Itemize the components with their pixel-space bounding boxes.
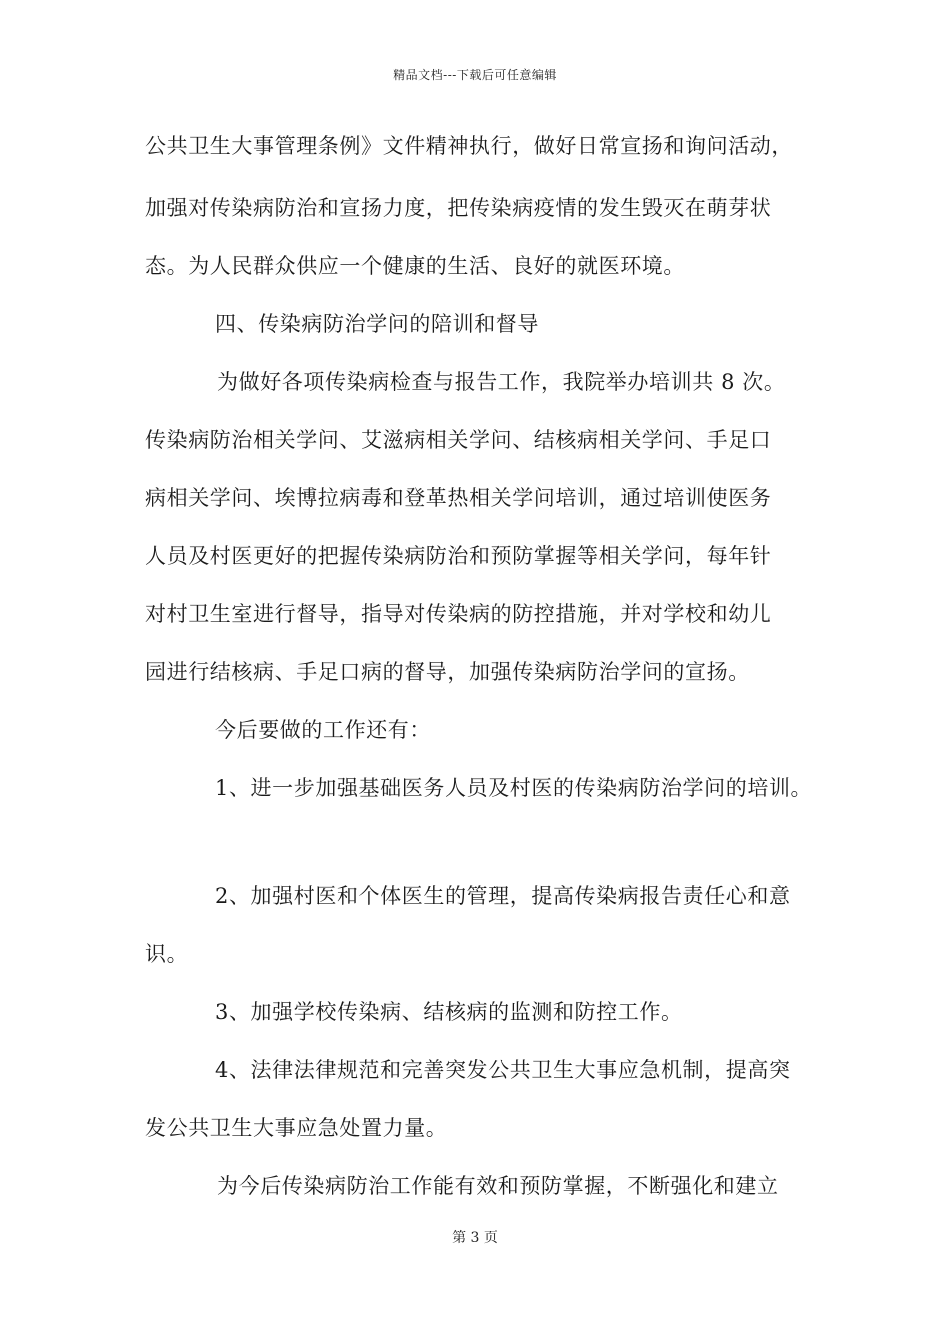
body-line: 人员及村医更好的把握传染病防治和预防掌握等相关学问，每年针 xyxy=(145,544,772,568)
body-line: 对村卫生室进行督导，指导对传染病的防控措施，并对学校和幼儿 xyxy=(145,602,772,626)
list-item-continuation: 发公共卫生大事应急处置力量。 xyxy=(145,1116,448,1140)
list-item: 4、法律法律规范和完善突发公共卫生大事应急机制，提高突 xyxy=(215,1058,791,1082)
page-number: 第 3 页 xyxy=(452,1230,498,1246)
list-intro: 今后要做的工作还有： xyxy=(215,718,431,742)
body-line: 园进行结核病、手足口病的督导，加强传染病防治学问的宣扬。 xyxy=(145,660,750,684)
paragraph-first-line: 为今后传染病防治工作能有效和预防掌握，不断强化和建立 xyxy=(217,1174,779,1198)
section-heading: 四、传染病防治学问的陪训和督导 xyxy=(215,312,539,336)
paragraph-first-line: 为做好各项传染病检查与报告工作，我院举办培训共 8 次。 xyxy=(217,370,786,394)
page-header-note: 精品文档---下载后可任意编辑 xyxy=(393,68,557,82)
body-line: 加强对传染病防治和宣扬力度，把传染病疫情的发生毁灭在萌芽状 xyxy=(145,196,772,220)
body-line: 态。为人民群众供应一个健康的生活、良好的就医环境。 xyxy=(145,254,685,278)
list-item: 2、加强村医和个体医生的管理，提高传染病报告责任心和意 xyxy=(215,884,791,908)
body-line: 病相关学问、埃博拉病毒和登革热相关学问培训，通过培训使医务 xyxy=(145,486,772,510)
list-item-continuation: 识。 xyxy=(145,942,189,966)
body-line: 公共卫生大事管理条例》文件精神执行，做好日常宣扬和询问活动， xyxy=(145,134,793,158)
body-line: 传染病防治相关学问、艾滋病相关学问、结核病相关学问、手足口 xyxy=(145,428,772,452)
list-item: 1、进一步加强基础医务人员及村医的传染病防治学问的培训。 xyxy=(215,776,813,800)
list-item: 3、加强学校传染病、结核病的监测和防控工作。 xyxy=(215,1000,683,1024)
